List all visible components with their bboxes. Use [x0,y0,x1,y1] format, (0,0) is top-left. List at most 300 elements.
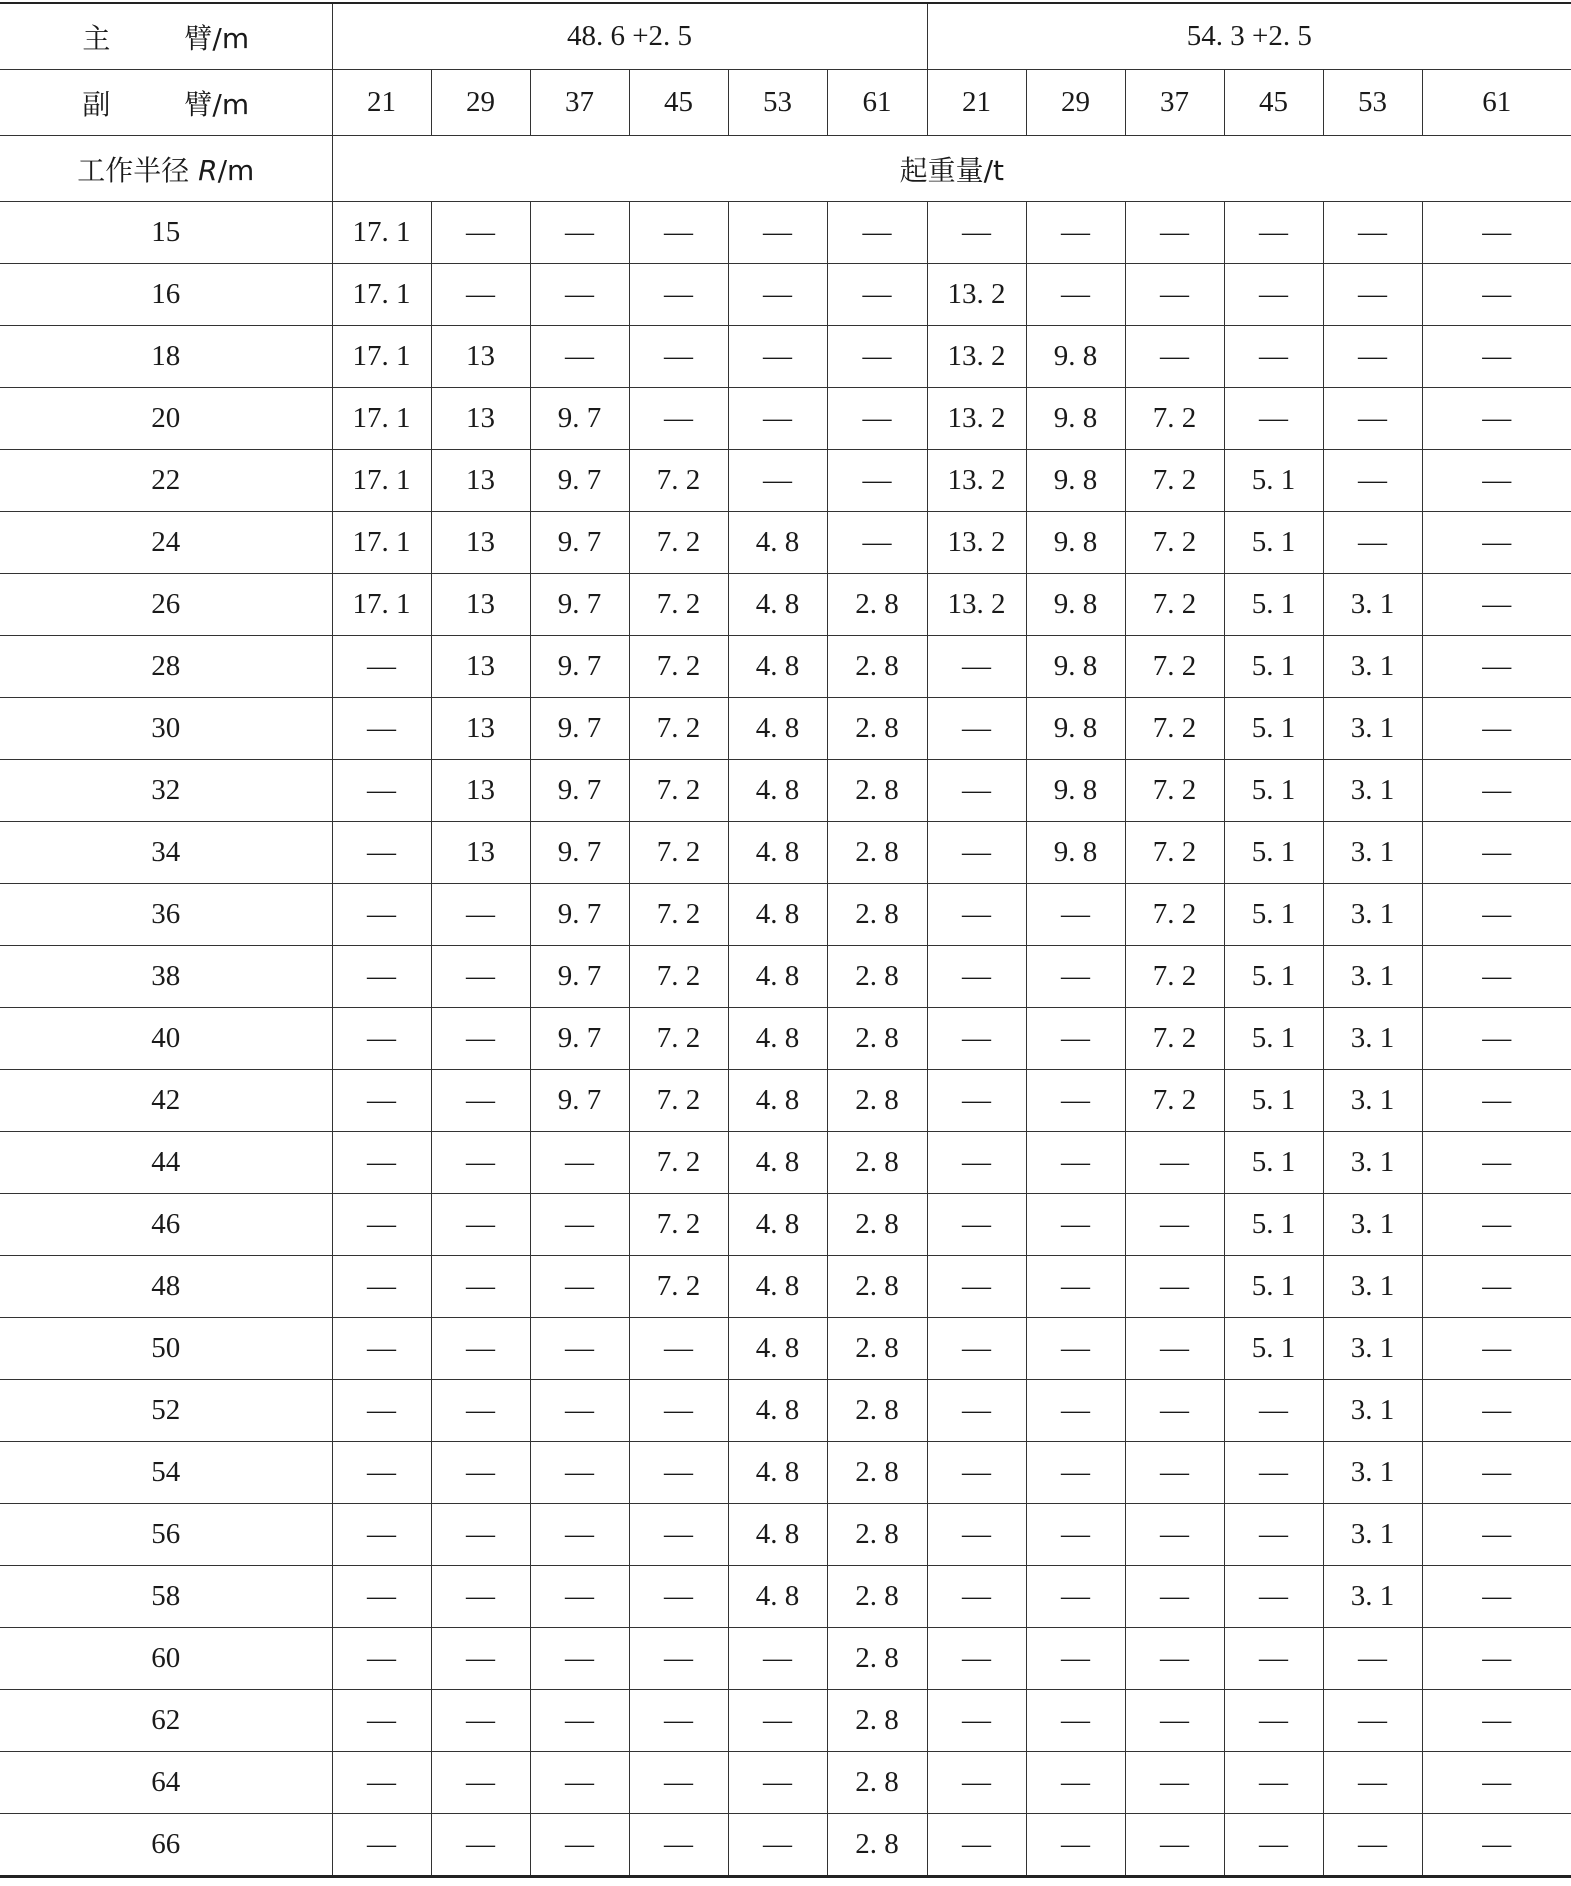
capacity-cell: 2. 8 [827,760,927,822]
table-row [0,1752,1571,1814]
capacity-cell: — [1422,1814,1571,1877]
capacity-cell: 7. 2 [1125,698,1224,760]
table-row [0,202,1571,264]
table-row [0,264,1571,326]
radius-header-row [0,136,1571,202]
table-row [0,1690,1571,1752]
capacity-cell: — [1422,1752,1571,1814]
capacity-cell: — [927,1008,1026,1070]
capacity-cell: 13 [431,636,530,698]
capacity-cell: 4. 8 [728,1380,827,1442]
capacity-cell: 4. 8 [728,760,827,822]
capacity-cell: — [1125,326,1224,388]
radius-cell: 48 [0,1256,332,1318]
capacity-cell: 4. 8 [728,1442,827,1504]
capacity-cell: 4. 8 [728,1504,827,1566]
capacity-cell: — [1422,1070,1571,1132]
capacity-cell: — [431,1442,530,1504]
radius-cell: 28 [0,636,332,698]
capacity-cell: — [629,1690,728,1752]
capacity-cell: — [530,1814,629,1877]
capacity-cell: 5. 1 [1224,450,1323,512]
capacity-cell: — [332,1814,431,1877]
capacity-cell: 7. 2 [629,698,728,760]
capacity-cell: — [1125,1442,1224,1504]
capacity-cell: — [728,388,827,450]
capacity-cell: 5. 1 [1224,1070,1323,1132]
capacity-cell: 7. 2 [1125,1008,1224,1070]
capacity-cell: 9. 7 [530,760,629,822]
capacity-cell: — [332,822,431,884]
table-row [0,946,1571,1008]
capacity-cell: — [1125,1194,1224,1256]
capacity-cell: — [1323,1752,1422,1814]
capacity-cell: — [728,202,827,264]
capacity-cell: — [1026,1194,1125,1256]
capacity-cell: 7. 2 [629,450,728,512]
capacity-cell: — [927,884,1026,946]
jib-length-0: 21 [332,70,431,136]
capacity-cell: — [728,326,827,388]
jib-header-row [0,70,1571,136]
capacity-cell: — [629,1318,728,1380]
capacity-cell: — [431,1132,530,1194]
capacity-cell: — [431,1628,530,1690]
capacity-cell: — [1224,1442,1323,1504]
radius-cell: 42 [0,1070,332,1132]
capacity-cell: 7. 2 [629,884,728,946]
capacity-cell: — [332,1628,431,1690]
capacity-cell: — [431,1194,530,1256]
capacity-cell: 17. 1 [332,326,431,388]
capacity-cell: 3. 1 [1323,1380,1422,1442]
capacity-cell: 13. 2 [927,326,1026,388]
capacity-cell: — [1026,1690,1125,1752]
capacity-cell: 7. 2 [1125,760,1224,822]
capacity-cell: — [1422,698,1571,760]
table-row [0,822,1571,884]
table-row [0,1628,1571,1690]
jib-label-tail: 臂/m [184,87,250,121]
capacity-cell: — [1224,1690,1323,1752]
capacity-cell: 7. 2 [629,574,728,636]
capacity-cell: 5. 1 [1224,822,1323,884]
capacity-cell: 3. 1 [1323,884,1422,946]
capacity-cell: 7. 2 [629,636,728,698]
capacity-cell: 5. 1 [1224,1008,1323,1070]
jib-length-3: 45 [629,70,728,136]
radius-cell: 26 [0,574,332,636]
capacity-cell: 4. 8 [728,574,827,636]
capacity-cell: 13 [431,574,530,636]
capacity-cell: 2. 8 [827,1628,927,1690]
radius-cell: 46 [0,1194,332,1256]
capacity-cell: 2. 8 [827,1752,927,1814]
capacity-cell: — [1224,388,1323,450]
capacity-cell: — [1422,202,1571,264]
table-row [0,1256,1571,1318]
capacity-cell: — [530,264,629,326]
capacity-cell: 7. 2 [629,1256,728,1318]
capacity-cell: — [728,264,827,326]
capacity-cell: 9. 8 [1026,388,1125,450]
capacity-cell: — [629,264,728,326]
capacity-cell: 2. 8 [827,1008,927,1070]
capacity-cell: 13 [431,512,530,574]
capacity-cell: 2. 8 [827,946,927,1008]
capacity-cell: 17. 1 [332,202,431,264]
radius-cell: 24 [0,512,332,574]
capacity-cell: 9. 7 [530,946,629,1008]
capacity-cell: 4. 8 [728,1566,827,1628]
capacity-cell: — [1323,1628,1422,1690]
capacity-cell: 2. 8 [827,1070,927,1132]
capacity-cell: 13. 2 [927,450,1026,512]
capacity-cell: 13. 2 [927,512,1026,574]
capacity-cell: 9. 8 [1026,822,1125,884]
capacity-cell: 2. 8 [827,1504,927,1566]
capacity-cell: 9. 7 [530,698,629,760]
capacity-cell: — [1422,512,1571,574]
capacity-cell: 5. 1 [1224,574,1323,636]
table-row [0,326,1571,388]
capacity-cell: 13 [431,698,530,760]
capacity-cell: 3. 1 [1323,1256,1422,1318]
capacity-cell: 13 [431,326,530,388]
table-row [0,1008,1571,1070]
radius-cell: 60 [0,1628,332,1690]
capacity-cell: — [629,388,728,450]
capacity-cell: 9. 8 [1026,636,1125,698]
capacity-cell: 7. 2 [1125,512,1224,574]
capacity-cell: — [1323,388,1422,450]
capacity-cell: — [431,1566,530,1628]
capacity-cell: 9. 7 [530,574,629,636]
capacity-cell: — [530,202,629,264]
capacity-cell: 2. 8 [827,1132,927,1194]
capacity-cell: — [927,1070,1026,1132]
capacity-cell: 5. 1 [1224,946,1323,1008]
capacity-cell: — [1422,264,1571,326]
capacity-cell: — [1422,574,1571,636]
capacity-cell: 9. 8 [1026,760,1125,822]
capacity-cell: 7. 2 [629,1070,728,1132]
radius-cell: 32 [0,760,332,822]
capacity-cell: — [1422,450,1571,512]
capacity-cell: — [1422,1194,1571,1256]
capacity-cell: — [431,1318,530,1380]
capacity-cell: 17. 1 [332,264,431,326]
capacity-cell: — [1125,1132,1224,1194]
capacity-cell: — [1323,1814,1422,1877]
capacity-cell: 4. 8 [728,946,827,1008]
capacity-cell: — [1323,512,1422,574]
radius-cell: 64 [0,1752,332,1814]
capacity-cell: — [1422,326,1571,388]
capacity-cell: — [1125,1690,1224,1752]
capacity-cell: — [332,1380,431,1442]
capacity-cell: — [431,1380,530,1442]
capacity-cell: 2. 8 [827,1380,927,1442]
table-row [0,1566,1571,1628]
capacity-cell: 9. 8 [1026,326,1125,388]
capacity-cell: — [431,1690,530,1752]
capacity-cell: 2. 8 [827,636,927,698]
capacity-cell: — [1125,1566,1224,1628]
radius-cell: 58 [0,1566,332,1628]
capacity-cell: 7. 2 [1125,884,1224,946]
capacity-cell: 7. 2 [629,760,728,822]
capacity-cell: — [629,326,728,388]
capacity-cell: 5. 1 [1224,1194,1323,1256]
capacity-cell: 9. 8 [1026,512,1125,574]
capacity-cell: 2. 8 [827,1318,927,1380]
capacity-cell: 2. 8 [827,822,927,884]
capacity-cell: — [1422,388,1571,450]
capacity-cell: 13 [431,450,530,512]
capacity-cell: 4. 8 [728,1070,827,1132]
table-row [0,1504,1571,1566]
capacity-cell: 9. 7 [530,450,629,512]
capacity-cell: 3. 1 [1323,636,1422,698]
radius-cell: 15 [0,202,332,264]
radius-cell: 30 [0,698,332,760]
capacity-cell: 13. 2 [927,388,1026,450]
capacity-cell: — [1125,1318,1224,1380]
radius-unit: /m [217,153,255,187]
capacity-cell: — [927,1752,1026,1814]
capacity-cell: — [927,1690,1026,1752]
capacity-cell: — [827,450,927,512]
capacity-cell: 4. 8 [728,1318,827,1380]
capacity-cell: — [1026,1504,1125,1566]
capacity-cell: — [827,512,927,574]
capacity-cell: — [629,1566,728,1628]
capacity-cell: — [1422,946,1571,1008]
capacity-cell: — [728,1752,827,1814]
capacity-cell: — [1026,1380,1125,1442]
radius-cell: 50 [0,1318,332,1380]
capacity-cell: — [530,326,629,388]
jib-length-10: 53 [1323,70,1422,136]
radius-cell: 56 [0,1504,332,1566]
capacity-cell: — [1224,1380,1323,1442]
capacity-cell: 7. 2 [629,512,728,574]
capacity-cell: — [827,202,927,264]
capacity-cell: — [927,946,1026,1008]
capacity-cell: 5. 1 [1224,636,1323,698]
capacity-cell: — [431,884,530,946]
jib-length-1: 29 [431,70,530,136]
capacity-cell: 7. 2 [629,1194,728,1256]
capacity-cell: — [1125,1814,1224,1877]
capacity-cell: — [1026,264,1125,326]
capacity-cell: — [431,946,530,1008]
radius-cell: 66 [0,1814,332,1877]
jib-length-8: 37 [1125,70,1224,136]
capacity-cell: 7. 2 [1125,574,1224,636]
capacity-cell: — [629,1752,728,1814]
capacity-cell: — [530,1194,629,1256]
radius-cell: 36 [0,884,332,946]
capacity-cell: 5. 1 [1224,760,1323,822]
capacity-cell: — [332,698,431,760]
capacity-cell: — [927,760,1026,822]
capacity-cell: — [530,1752,629,1814]
capacity-cell: — [1422,1504,1571,1566]
capacity-cell: 7. 2 [629,1008,728,1070]
capacity-cell: 17. 1 [332,512,431,574]
capacity-cell: — [530,1318,629,1380]
capacity-cell: — [1026,1132,1125,1194]
capacity-cell: — [927,636,1026,698]
capacity-cell: 3. 1 [1323,760,1422,822]
main-boom-label [0,3,332,70]
capacity-cell: — [1125,1380,1224,1442]
capacity-cell: 2. 8 [827,884,927,946]
capacity-cell: — [1026,1752,1125,1814]
capacity-cell: — [1026,1256,1125,1318]
capacity-cell: — [1323,450,1422,512]
capacity-cell: 5. 1 [1224,1132,1323,1194]
capacity-cell: — [827,326,927,388]
capacity-cell: 3. 1 [1323,1566,1422,1628]
capacity-cell: 9. 7 [530,884,629,946]
capacity-cell: — [1422,636,1571,698]
table-row [0,1070,1571,1132]
capacity-cell: 5. 1 [1224,512,1323,574]
capacity-cell: — [728,1814,827,1877]
capacity-cell: 9. 7 [530,1008,629,1070]
table-row [0,1442,1571,1504]
capacity-cell: — [927,822,1026,884]
capacity-cell: 2. 8 [827,1814,927,1877]
capacity-cell: 7. 2 [1125,388,1224,450]
capacity-cell: 3. 1 [1323,822,1422,884]
capacity-cell: — [332,1256,431,1318]
capacity-cell: 7. 2 [629,822,728,884]
capacity-cell: 2. 8 [827,1690,927,1752]
capacity-cell: — [1026,1008,1125,1070]
capacity-cell: — [927,1318,1026,1380]
capacity-cell: — [530,1504,629,1566]
capacity-cell: — [1323,202,1422,264]
capacity-cell: — [927,1442,1026,1504]
capacity-cell: 13. 2 [927,574,1026,636]
capacity-cell: 4. 8 [728,636,827,698]
capacity-cell: 3. 1 [1323,1442,1422,1504]
capacity-cell: 17. 1 [332,388,431,450]
radius-symbol: R [198,153,218,187]
jib-label [0,70,332,136]
capacity-cell: — [530,1566,629,1628]
capacity-cell: — [332,636,431,698]
radius-cell: 40 [0,1008,332,1070]
jib-length-11: 61 [1422,70,1571,136]
capacity-cell: — [1125,1504,1224,1566]
capacity-cell: 2. 8 [827,1442,927,1504]
capacity-cell: 4. 8 [728,822,827,884]
capacity-cell: — [332,1504,431,1566]
capacity-cell: — [1323,326,1422,388]
capacity-cell: — [530,1132,629,1194]
capacity-cell: — [927,202,1026,264]
capacity-cell: — [1026,946,1125,1008]
capacity-cell: — [927,1504,1026,1566]
table-row [0,1194,1571,1256]
main-boom-label-head: 主 [82,21,111,55]
main-boom-group-2: 54. 3 +2. 5 [927,3,1571,70]
capacity-cell: — [332,760,431,822]
radius-label [0,136,332,202]
capacity-cell: — [530,1690,629,1752]
capacity-cell: — [1422,822,1571,884]
capacity-cell: 2. 8 [827,1256,927,1318]
capacity-cell: — [1224,264,1323,326]
capacity-cell: — [1026,202,1125,264]
capacity-cell: — [332,1690,431,1752]
radius-cell: 54 [0,1442,332,1504]
capacity-cell: 5. 1 [1224,884,1323,946]
capacity-cell: — [1422,1132,1571,1194]
capacity-cell: — [1125,202,1224,264]
capacity-cell: — [1422,1690,1571,1752]
capacity-cell: 3. 1 [1323,1132,1422,1194]
capacity-cell: 9. 8 [1026,574,1125,636]
capacity-cell: 7. 2 [1125,946,1224,1008]
capacity-cell: — [1422,760,1571,822]
crane-load-table [0,2,1571,1878]
capacity-cell: — [332,1318,431,1380]
capacity-cell: 9. 7 [530,512,629,574]
table-row [0,574,1571,636]
capacity-cell: — [827,264,927,326]
capacity-cell: — [332,1070,431,1132]
capacity-cell: — [827,388,927,450]
capacity-cell: 7. 2 [1125,450,1224,512]
capacity-cell: 7. 2 [629,946,728,1008]
radius-cell: 20 [0,388,332,450]
capacity-cell: — [1224,1752,1323,1814]
capacity-cell: 4. 8 [728,1256,827,1318]
capacity-cell: — [1224,1814,1323,1877]
main-boom-label-tail: 臂/m [184,21,250,55]
capacity-cell: — [1026,1566,1125,1628]
capacity-cell: — [431,1256,530,1318]
capacity-cell: — [431,1504,530,1566]
capacity-cell: 9. 8 [1026,698,1125,760]
capacity-cell: — [332,1752,431,1814]
capacity-cell: 7. 2 [1125,822,1224,884]
capacity-cell: — [927,1132,1026,1194]
capacity-cell: 2. 8 [827,698,927,760]
capacity-cell: 13 [431,388,530,450]
capacity-cell: 4. 8 [728,512,827,574]
capacity-cell: 13 [431,760,530,822]
capacity-cell: 3. 1 [1323,1194,1422,1256]
capacity-cell: — [927,1628,1026,1690]
capacity-cell: 9. 8 [1026,450,1125,512]
capacity-cell: — [1422,1566,1571,1628]
capacity-cell: — [1422,1318,1571,1380]
capacity-cell: — [629,1628,728,1690]
capacity-cell: — [1026,884,1125,946]
capacity-cell: 3. 1 [1323,1318,1422,1380]
table-row [0,1132,1571,1194]
capacity-cell: 7. 2 [1125,636,1224,698]
capacity-cell: — [629,1442,728,1504]
capacity-cell: — [1026,1070,1125,1132]
